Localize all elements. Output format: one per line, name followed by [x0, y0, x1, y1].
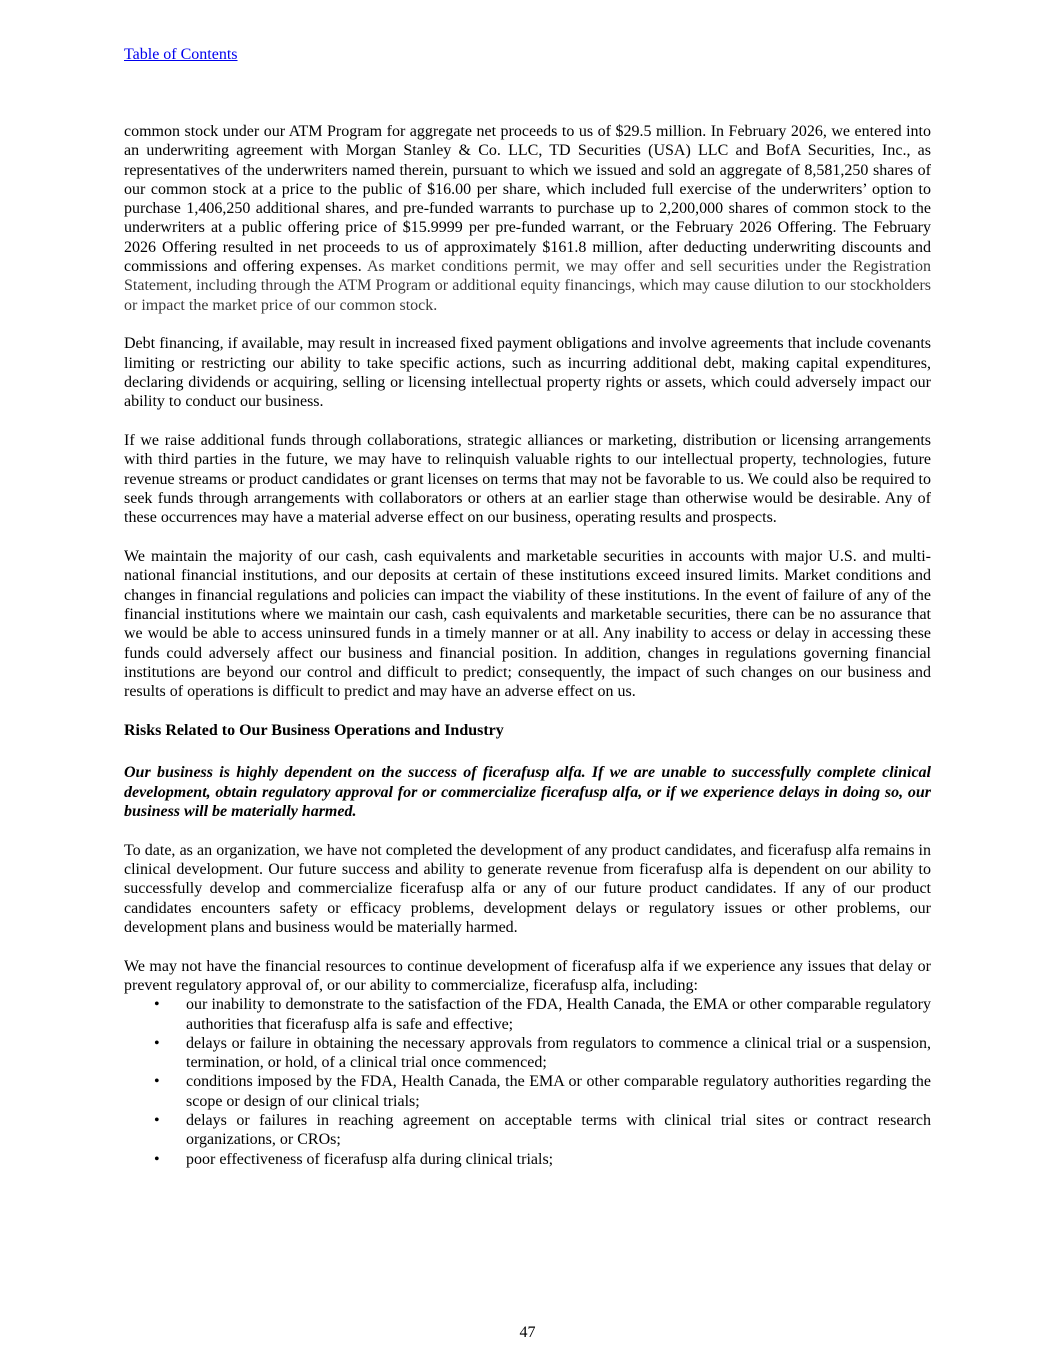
risk-bullet-list [124, 995, 931, 1169]
paragraph-financial-resources: We may not have the financial resources to continue development of ficerafusp alfa if we experience any issues that delay or prevent regulatory approval of, or our ability to commercialize, ficerafusp alfa, including: [124, 957, 931, 994]
bullet-icon: • [154, 1150, 160, 1168]
list-item-text: delays or failures in reaching agreement on acceptable terms with clinical trial sites or contract research organizations, or CROs; [186, 1112, 931, 1149]
list-item-text: conditions imposed by the FDA, Health Canada, the EMA or other comparable regulatory authorities regarding the scope or design of our clinical trials; [186, 1073, 931, 1110]
bullet-icon: • [154, 996, 160, 1014]
list-item [124, 1111, 931, 1150]
list-item-text: delays or failure in obtaining the necessary approvals from regulators to commence a clinical trial or a suspension, termination, or hold, of a clinical trial once commenced; [186, 1034, 931, 1072]
bullet-icon: • [154, 1112, 160, 1130]
list-item [124, 995, 931, 1034]
bullet-icon: • [154, 1034, 160, 1052]
list-item-text: poor effectiveness of ficerafusp alfa during clinical trials; [186, 1150, 554, 1168]
paragraph-collaborations: If we raise additional funds through collaborations, strategic alliances or marketing, distribution or licensing arrangements with third parties in the future, we may have to relinquish valuable rights to our intellectual property, technologies, future revenue streams or product candidates or grant licenses on terms that may not be favorable to us. We could also be required to seek funds through arrangements with collaborators or others at an earlier stage than otherwise would be desirable. Any of these occurrences may have a material adverse effect on our business, operating results and prospects. [124, 432, 931, 527]
paragraph-development-status: To date, as an organization, we have not completed the development of any product candidates, and ficerafusp alfa remains in clinical development. Our future success and ability to generate revenue from ficerafusp alfa is dependent on our ability to successfully develop and commercialize ficerafusp alfa or any of our future product candidates. If any of our product candidates encounters safety or efficacy problems, development delays or regulatory issues or other problems, our development plans and business would be materially harmed. [124, 841, 931, 936]
paragraph-financial-institutions: We maintain the majority of our cash, cash equivalents and marketable securities in accounts with major U.S. and multi-national financial institutions, and our deposits at certain of these institutions exceed insured limits. Market conditions and changes in financial regulations and policies can impact the viability of these institutions. In the event of failure of any of the financial institutions where we maintain our cash, cash equivalents and marketable securities, there can be no assurance that we would be able to access uninsured funds in a timely manner or at all. Any inability to access or delay in accessing these funds could adversely affect our business and financial position. In addition, changes in regulations governing financial institutions are beyond our control and difficult to predict; consequently, the impact of such changes on our business and results of operations is difficult to predict and may have an adverse effect on us. [124, 548, 931, 701]
section-heading: Risks Related to Our Business Operations and Industry [124, 722, 504, 740]
page-number: 47 [519, 1324, 536, 1341]
paragraph-debt-financing: Debt financing, if available, may result in increased fixed payment obligations and involve agreements that include covenants limiting or restricting our ability to take specific actions, such as incurring additional debt, making capital expenditures, declaring dividends or acquiring, selling or licensing intellectual property rights or assets, which could adversely impact our ability to conduct our business. [124, 335, 931, 411]
list-item [124, 1072, 931, 1111]
paragraph-text: common stock under our ATM Program for aggregate net proceeds to us of $29.5 million. In February 2026, we entered into an underwriting agreement with Morgan Stanley & Co. LLC, TD Securities (USA) LLC and BofA Securities, Inc., as representatives of the underwriters named therein, pursuant to which we issued and sold an aggregate of 8,581,250 shares of our common stock at a price to the public of $16.00 per share, which included full exercise of the underwriters’ option to purchase 1,406,250 additional shares, and pre-funded warrants to purchase up to 2,200,000 shares of common stock to the underwriters at a public offering price of $15.9999 per pre-funded warrant, or the February 2026 Offering. The February 2026 Offering resulted in net proceeds to us of approximately $161.8 million, after deducting underwriting discounts and commissions and offering expenses. [124, 123, 931, 276]
document-body [124, 122, 931, 1169]
paragraph-text-secondary: As market conditions permit, we may offer and sell securities under the Registration Statement, including through the ATM Program or additional equity financings, which may cause dilution to our stockholders or impact the market price of our common stock. [124, 258, 931, 314]
bullet-icon: • [154, 1073, 160, 1091]
table-of-contents-link[interactable]: Table of Contents [124, 46, 238, 63]
list-item [124, 1150, 931, 1169]
list-item [124, 1034, 931, 1073]
risk-factor-title: Our business is highly dependent on the success of ficerafusp alfa. If we are unable to successfully complete clinical development, obtain regulatory approval for or commercialize ficerafusp alfa, or if we experience delays in doing so, our business will be materially harmed. [124, 764, 931, 820]
paragraph-atm-offering [124, 122, 931, 315]
list-item-text: our inability to demonstrate to the satisfaction of the FDA, Health Canada, the EMA or other comparable regulatory authorities that ficerafusp alfa is safe and effective; [186, 996, 931, 1033]
